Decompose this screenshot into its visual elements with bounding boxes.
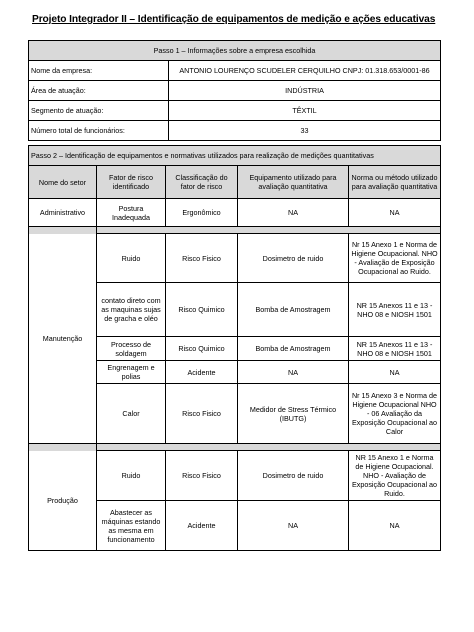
norm-cell: NR 15 Anexos 11 e 13 - NHO 08 e NIOSH 1501 <box>349 283 441 337</box>
equipment-cell: Dosimetro de ruido <box>238 234 349 283</box>
classification-cell: Risco Fisico <box>166 451 238 501</box>
company-name-value: ANTONIO LOURENÇO SCUDELER CERQUILHO CNPJ: 01.318.653/0001-86 <box>169 61 441 81</box>
equipment-cell: Dosimetro de ruido <box>238 451 349 501</box>
classification-cell: Acidente <box>166 501 238 551</box>
risk-factor-cell: Abastecer as máquinas estando as mesma em funcionamento <box>97 501 166 551</box>
column-header-equipment: Equipamento utilizado para avaliação quantitativa <box>238 166 349 199</box>
risk-factor-cell: Processo de soldagem <box>97 337 166 361</box>
step2-header: Passo 2 – Identificação de equipamentos e normativas utilizados para realização de medições quantitativas <box>29 146 441 166</box>
classification-cell: Acidente <box>166 361 238 384</box>
step2-table <box>28 145 441 551</box>
norm-cell: NA <box>349 199 441 227</box>
norm-cell: NR 15 Anexos 11 e 13 - NHO 08 e NIOSH 1501 <box>349 337 441 361</box>
equipment-cell: NA <box>238 501 349 551</box>
risk-factor-cell: Engrenagem e polias <box>97 361 166 384</box>
employees-label: Número total de funcionários: <box>29 121 169 141</box>
equipment-cell: Medidor de Stress Térmico (IBUTG) <box>238 384 349 444</box>
table-row <box>29 199 441 227</box>
section-separator <box>29 444 441 451</box>
table-row <box>29 451 441 501</box>
norm-cell: Nr 15 Anexo 3 e Norma de Higiene Ocupacional NHO - 06 Avaliação da Exposição Ocupacional ao Calor <box>349 384 441 444</box>
step1-header: Passo 1 – Informações sobre a empresa escolhida <box>29 41 441 61</box>
sector-cell: Administrativo <box>29 199 97 227</box>
equipment-cell: Bomba de Amostragem <box>238 283 349 337</box>
sector-cell: Manutenção <box>29 234 97 444</box>
equipment-cell: NA <box>238 361 349 384</box>
classification-cell: Ergonômico <box>166 199 238 227</box>
segment-label: Segmento de atuação: <box>29 101 169 121</box>
table-row <box>29 234 441 283</box>
segment-value: TÊXTIL <box>169 101 441 121</box>
equipment-cell: NA <box>238 199 349 227</box>
norm-cell: NR 15 Anexo 1 e Norma de Higiene Ocupacional. NHO - Avaliação de Exposição Ocupacional ao Ruido. <box>349 451 441 501</box>
sector-cell: Produção <box>29 451 97 551</box>
classification-cell: Risco Fisico <box>166 384 238 444</box>
classification-cell: Risco Quimico <box>166 283 238 337</box>
risk-factor-cell: Calor <box>97 384 166 444</box>
area-value: INDÚSTRIA <box>169 81 441 101</box>
equipment-cell: Bomba de Amostragem <box>238 337 349 361</box>
norm-cell: NA <box>349 501 441 551</box>
classification-cell: Risco Quimico <box>166 337 238 361</box>
column-header-risk-factor: Fator de risco identificado <box>97 166 166 199</box>
area-label: Área de atuação: <box>29 81 169 101</box>
section-separator <box>29 227 441 234</box>
document-title: Projeto Integrador II – Identificação de equipamentos de medição e ações educativas <box>32 14 436 25</box>
norm-cell: Nr 15 Anexo 1 e Norma de Higiene Ocupacional. NHO - Avaliação de Exposição Ocupacional ao Ruido. <box>349 234 441 283</box>
risk-factor-cell: contato direto com as maquinas sujas de gracha e oléo <box>97 283 166 337</box>
risk-factor-cell: Postura Inadequada <box>97 199 166 227</box>
column-header-sector: Nome do setor <box>29 166 97 199</box>
risk-factor-cell: Ruido <box>97 451 166 501</box>
column-header-norm: Norma ou método utilizado para avaliação quantitativa <box>349 166 441 199</box>
employees-value: 33 <box>169 121 441 141</box>
company-name-label: Nome da empresa: <box>29 61 169 81</box>
column-header-classification: Classificação do fator de risco <box>166 166 238 199</box>
classification-cell: Risco Fisico <box>166 234 238 283</box>
norm-cell: NA <box>349 361 441 384</box>
step1-table <box>28 40 441 141</box>
risk-factor-cell: Ruido <box>97 234 166 283</box>
